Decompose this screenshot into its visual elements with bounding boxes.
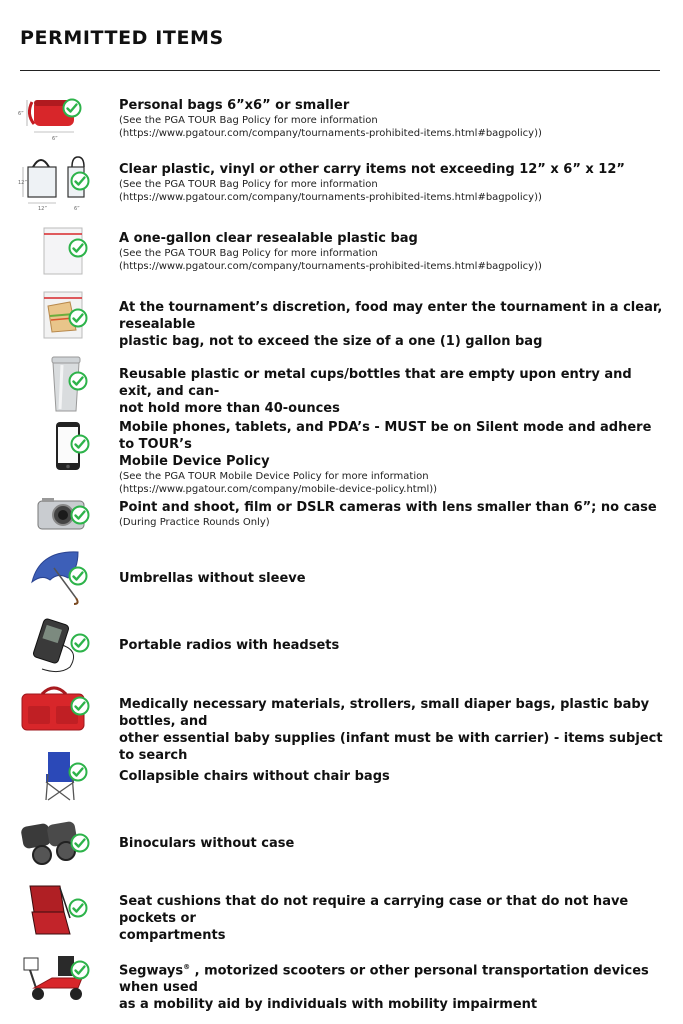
item-link: (https://www.pgatour.com/company/tournaments-prohibited-items.html#bagpolicy)): [119, 261, 542, 272]
item-heading-rest: , motorized scooters or other personal transportation devices when used: [119, 963, 649, 996]
umbrella-icon: [18, 548, 96, 608]
item-note: (See the PGA TOUR Mobile Device Policy for more information: [119, 471, 429, 482]
tote-depth-label: 6”: [74, 206, 80, 212]
check-icon: [68, 898, 88, 918]
item-link: (https://www.pgatour.com/company/tournaments-prohibited-items.html#bagpolicy)): [119, 192, 542, 203]
check-icon: [70, 171, 90, 191]
check-icon: [62, 98, 82, 118]
permitted-item-chair: [0, 748, 683, 808]
item-note: (During Practice Rounds Only): [119, 517, 270, 528]
permitted-item-umbrella: [0, 548, 683, 608]
diaper-bag-icon: [18, 682, 96, 742]
check-icon: [68, 371, 88, 391]
mobility-scooter-icon: [18, 946, 96, 1006]
item-note: (See the PGA TOUR Bag Policy for more information: [119, 115, 378, 126]
item-heading: Seat cushions that do not require a carrying case or that do not have pockets or: [119, 894, 629, 926]
tote-height-label: 12”: [18, 180, 27, 186]
item-heading: Point and shoot, film or DSLR cameras with lens smaller than 6”; no case: [119, 500, 657, 515]
permitted-item-radio: [0, 615, 683, 675]
permitted-item-binoculars: [0, 815, 683, 875]
permitted-item-clear-bag: [0, 155, 683, 215]
item-heading-line2: plastic bag, not to exceed the size of a one (1) gallon bag: [119, 334, 543, 349]
check-icon: [70, 505, 90, 525]
binoculars-icon: [18, 815, 96, 875]
item-heading: Mobile phones, tablets, and PDA’s - MUST be on Silent mode and adhere to TOUR’s: [119, 420, 652, 452]
permitted-item-reusable-cup: [0, 355, 683, 415]
registered-mark: ®: [183, 963, 191, 971]
item-heading: Umbrellas without sleeve: [119, 571, 306, 586]
item-heading: Clear plastic, vinyl or other carry items not exceeding 12” x 6” x 12”: [119, 162, 625, 177]
camera-icon: [18, 493, 96, 553]
check-icon: [70, 833, 90, 853]
permitted-item-baby-supplies: [0, 682, 683, 763]
bag-width-label: 6”: [52, 136, 58, 142]
bag-height-label: 6”: [18, 111, 24, 117]
permitted-item-mobility-scooter: [0, 946, 683, 1013]
item-heading: A one-gallon clear resealable plastic bag: [119, 231, 418, 246]
permitted-item-camera: [0, 493, 683, 553]
item-heading: Binoculars without case: [119, 836, 295, 851]
tumbler-cup-icon: [18, 355, 96, 415]
title-divider: [20, 70, 660, 71]
check-icon: [70, 633, 90, 653]
permitted-item-personal-bag: [0, 92, 683, 152]
gallon-plastic-bag-icon: [18, 222, 96, 282]
permitted-item-seat-cushion: [0, 880, 683, 943]
item-note: (See the PGA TOUR Bag Policy for more information: [119, 248, 378, 259]
clear-tote-bag-icon: [18, 155, 96, 215]
check-icon: [70, 434, 90, 454]
mobile-phone-icon: [18, 418, 96, 478]
check-icon: [68, 238, 88, 258]
page-title: PERMITTED ITEMS: [20, 27, 224, 49]
seat-cushion-icon: [18, 880, 96, 940]
check-icon: [70, 960, 90, 980]
item-heading: At the tournament’s discretion, food may enter the tournament in a clear, resealable: [119, 300, 663, 332]
item-heading: Portable radios with headsets: [119, 638, 340, 653]
check-icon: [68, 566, 88, 586]
item-heading-line2: as a mobility aid by individuals with mobility impairment: [119, 997, 538, 1013]
sandwich-bag-icon: [18, 288, 96, 348]
check-icon: [68, 308, 88, 328]
item-link: (https://www.pgatour.com/company/tournaments-prohibited-items.html#bagpolicy)): [119, 128, 542, 139]
item-heading: [119, 959, 669, 996]
item-note: (See the PGA TOUR Bag Policy for more information: [119, 179, 378, 190]
check-icon: [68, 762, 88, 782]
item-heading: Medically necessary materials, strollers, small diaper bags, plastic baby bottles, and: [119, 697, 650, 729]
item-heading-line2: compartments: [119, 928, 226, 943]
item-heading-line2: not hold more than 40-ounces: [119, 401, 340, 416]
tote-width-label: 12”: [38, 206, 47, 212]
permitted-item-gallon-bag: [0, 222, 683, 282]
permitted-item-mobile-phone: [0, 418, 683, 495]
portable-radio-icon: [18, 615, 96, 675]
check-icon: [70, 696, 90, 716]
item-heading: Collapsible chairs without chair bags: [119, 769, 390, 784]
item-heading: Reusable plastic or metal cups/bottles that are empty upon entry and exit, and can-: [119, 367, 632, 399]
permitted-item-food-bag: [0, 288, 683, 348]
segway-label: Segways: [119, 963, 184, 979]
item-heading: Personal bags 6”x6” or smaller: [119, 98, 350, 113]
folding-chair-icon: [18, 748, 96, 808]
item-heading-line2: other essential baby supplies (infant must be with carrier) - items subject to search: [119, 731, 663, 763]
item-link: (https://www.pgatour.com/company/mobile-device-policy.html)): [119, 484, 438, 495]
item-heading-line2: Mobile Device Policy: [119, 454, 270, 469]
small-red-bag-icon: [18, 92, 96, 152]
